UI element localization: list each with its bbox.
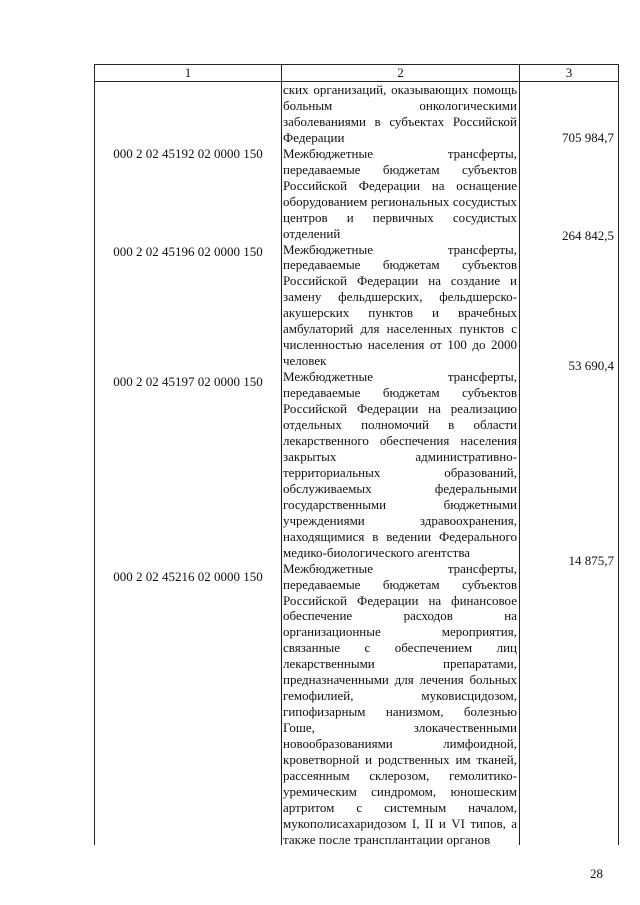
header-col-3: 3 bbox=[565, 65, 573, 80]
row-2-text: Межбюджетные трансферты, передаваемые бюджетам субъектов Российской Федерации на создание и замену фельдшерских, фельдшерско-акушерских пунктов и врачебных амбулаторий для населенных пунктов с численностью населения от 100 до 2000 человек bbox=[283, 241, 517, 369]
column-divider-2 bbox=[519, 64, 520, 845]
header-col-1: 1 bbox=[184, 65, 192, 80]
row-4-code: 000 2 02 45216 02 0000 150 bbox=[113, 569, 263, 584]
row-1-code: 000 2 02 45192 02 0000 150 bbox=[113, 146, 263, 161]
row-3-text: Межбюджетные трансферты, передаваемые бюджетам субъектов Российской Федерации на реализацию отдельных полномочий в области лекарственного обеспечения населения закрытых административно-территориальных образований, обслуживаемых федеральными государственными бюджетными учреждениями здравоохранения, находящимися в ведении Федерального медико-биологического агентства bbox=[283, 369, 517, 560]
column-divider-1 bbox=[281, 64, 282, 845]
row-2-amount: 53 690,4 bbox=[568, 358, 614, 373]
continuation-amount: 705 984,7 bbox=[562, 130, 614, 145]
row-2-code: 000 2 02 45196 02 0000 150 bbox=[113, 244, 263, 259]
table-top-border bbox=[95, 64, 618, 65]
row-4-text: Межбюджетные трансферты, передаваемые бюджетам субъектов Российской Федерации на финансовое обеспечение расходов на организационные мероприятия, связанные с обеспечением лиц лекарственными препаратами, предназначенными для лечения больных гемофилией, муковисцидозом, гипофизарным нанизмом, болезнью Гоше, злокачественными новообразованиями лимфоидной, кроветворной и родственных им тканей, рассеянным склерозом, гемолитико-уремическим синдромом, юношеским артритом с системным началом, мукополисахаридозом I, II и VI типов, а также после трансплантации органов bbox=[283, 560, 517, 847]
row-3-code: 000 2 02 45197 02 0000 150 bbox=[113, 374, 263, 389]
description-column bbox=[283, 82, 517, 848]
row-1-amount: 264 842,5 bbox=[562, 228, 614, 243]
continuation-text: ских организаций, оказывающих помощь больным онкологическими заболеваниями в субъектах Российской Федерации bbox=[283, 82, 517, 145]
row-1-text: Межбюджетные трансферты, передаваемые бюджетам субъектов Российской Федерации на оснащение оборудованием региональных сосудистых центров и первичных сосудистых отделений bbox=[283, 145, 517, 241]
budget-table bbox=[94, 64, 619, 845]
page-number: 28 bbox=[590, 866, 603, 881]
row-3-amount: 14 875,7 bbox=[568, 553, 614, 568]
header-col-2: 2 bbox=[397, 65, 404, 80]
